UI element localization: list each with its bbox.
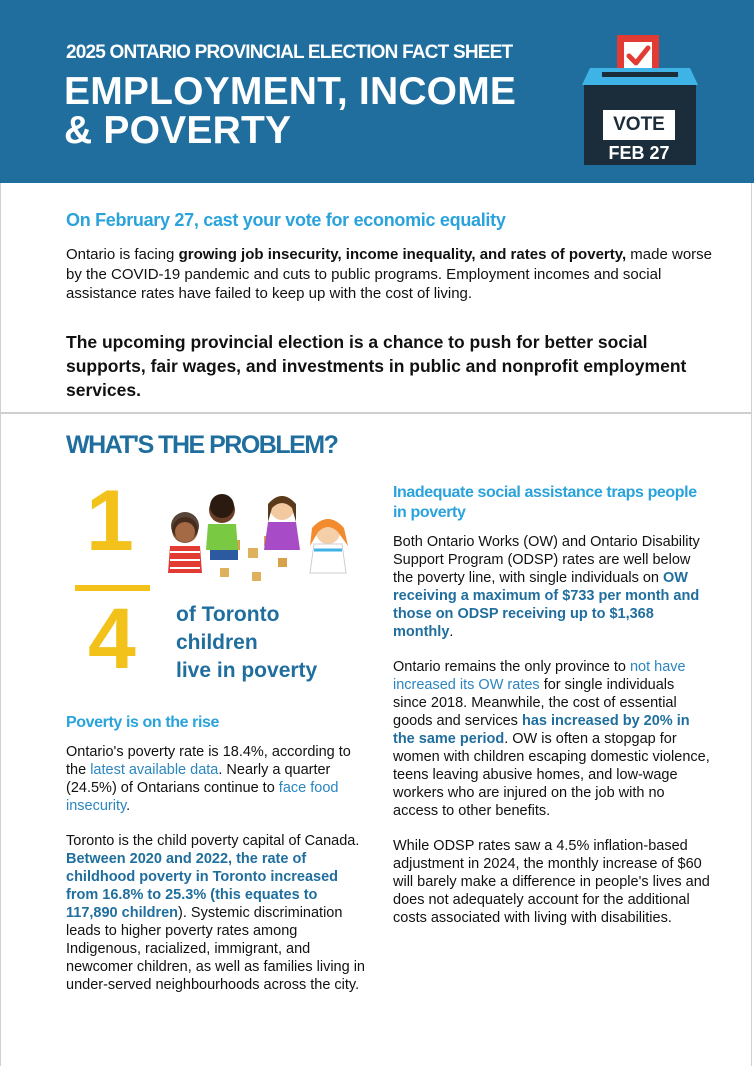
page-title-line2: & POVERTY (64, 109, 292, 152)
left-column-body (66, 743, 372, 1011)
left-p1-text-b: . Nearly a quarter (24.5%) of Ontarians continue to (66, 762, 331, 796)
left-paragraph-2 (66, 832, 372, 994)
stat-numerator: 1 (86, 473, 134, 569)
fact-sheet-kicker: 2025 ONTARIO PROVINCIAL ELECTION FACT SHEET (66, 42, 513, 63)
stat-caption (176, 601, 317, 685)
intro-heading: On February 27, cast your vote for economic equality (66, 210, 506, 230)
children-illustration (160, 488, 360, 588)
left-p1-text-a: Ontario's poverty rate is 18.4%, according to the (66, 744, 351, 778)
right-paragraph-2 (393, 658, 711, 820)
intro-text-bold: growing job insecurity, income inequality, and rates of poverty, (178, 246, 627, 263)
left-column-heading: Poverty is on the rise (66, 714, 220, 731)
ow-rates-link[interactable]: not have increased its OW rates (393, 659, 686, 693)
ballot-vote-label: VOTE (603, 110, 675, 140)
left-paragraph-1 (66, 743, 372, 815)
right-p2-text-a: Ontario remains the only province to (393, 659, 630, 675)
ballot-date-label: FEB 27 (608, 143, 670, 163)
page-border-right (751, 183, 752, 1066)
right-paragraph-3: While ODSP rates saw a 4.5% inflation-based adjustment in 2024, the monthly increase of $60 will barely make a difference in people's lives and does not adequately account for the additional costs associated with living with disabilities. (393, 838, 710, 926)
right-p1-text-a: Both Ontario Works (OW) and Ontario Disability Support Program (ODSP) rates are well below the poverty line, with single individuals on (393, 534, 700, 586)
stat-line1: of Toronto (176, 603, 280, 626)
right-paragraph-1 (393, 533, 711, 641)
right-column-heading: Inadequate social assistance traps people in poverty (393, 484, 697, 521)
stat-line2: children (176, 631, 258, 654)
intro-callout: The upcoming provincial election is a chance to push for better social supports, fair wages, and investments in public and nonprofit employment services. (66, 332, 687, 400)
right-p2-text-c: . OW is often a stopgap for women with children escaping domestic violence, teens leaving abusive homes, and low-wage workers who are injured on the job with no access to other benefits. (393, 731, 710, 819)
section-divider (0, 412, 752, 414)
page-border-left (0, 183, 1, 1066)
left-p2-text-b: ). Systemic discrimination leads to higher poverty rates among Indigenous, racialized, immigrant, and newcomer children, as well as families living in under-served neighbourhoods across the city. (66, 905, 365, 993)
cost-increase-link[interactable]: has increased by 20% in the same period (393, 713, 690, 747)
ow-odsp-rates-link[interactable]: OW receiving a maximum of $733 per month and those on ODSP receiving up to $1,368 monthly (393, 570, 700, 640)
page-title (64, 72, 516, 150)
right-p1-text-b: . (449, 624, 454, 640)
food-insecurity-link[interactable]: face food insecurity (66, 780, 339, 814)
left-p1-text-c: . (126, 798, 131, 814)
right-p2-text-b: for single individuals since 2018. Meanwhile, the cost of essential goods and services (393, 677, 677, 729)
left-p2-text-a: Toronto is the child poverty capital of Canada. (66, 833, 360, 849)
stat-line3: live in poverty (176, 659, 318, 682)
intro-text-a: Ontario is facing (66, 246, 179, 263)
poverty-data-link[interactable]: latest available data (90, 762, 219, 778)
intro-paragraph (66, 245, 716, 304)
page-title-line1: EMPLOYMENT, INCOME (64, 70, 517, 113)
problem-heading: WHAT'S THE PROBLEM? (66, 431, 338, 459)
child-poverty-link[interactable]: Between 2020 and 2022, the rate of childhood poverty in Toronto increased from 16.8% to 25.3% (this equates to 117,890 children (66, 851, 339, 921)
stat-denominator: 4 (88, 591, 136, 687)
intro-text-b: made worse by the COVID-19 pandemic and cuts to public programs. Employment incomes and social assistance rates have failed to keep up with the cost of living. (66, 246, 713, 302)
right-column-body (393, 533, 711, 944)
